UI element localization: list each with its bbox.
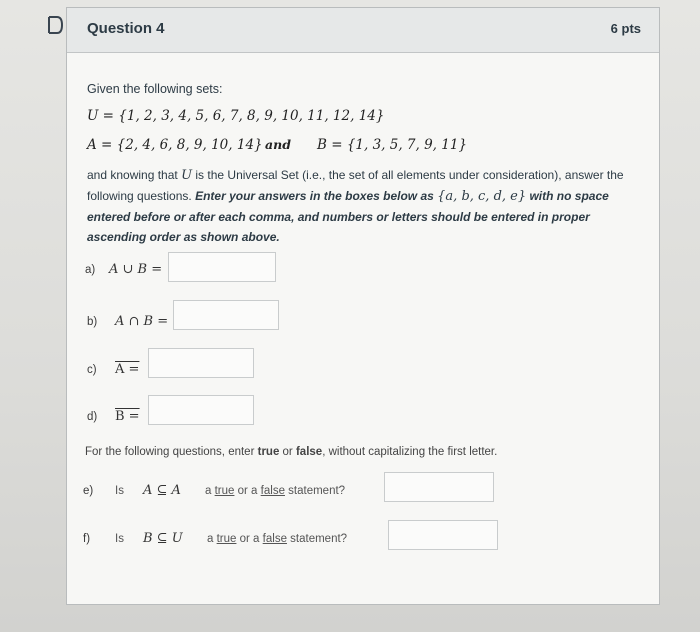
tf-intro-or: or (279, 446, 296, 458)
part-a-answer-input[interactable] (168, 252, 276, 282)
part-b-expr: A ∩ B = (115, 314, 169, 329)
flag-question-icon[interactable] (44, 14, 66, 36)
instr-part2: is the Universal Set (i.e., the set of all elements under consideration), answer the following questions. (87, 168, 624, 203)
instr-symbol-u: U (181, 168, 193, 183)
question-points: 6 pts (610, 21, 641, 36)
part-d-label: d) (87, 411, 98, 423)
part-f-or: or a (239, 533, 260, 545)
part-a-label: a) (85, 264, 96, 276)
instructions-paragraph (87, 165, 647, 247)
part-f-answer-input[interactable] (388, 520, 498, 550)
set-a: A = {2, 4, 6, 8, 9, 10, 14} (87, 137, 263, 153)
part-b-label: b) (87, 316, 98, 328)
part-f-expr: B ⊆ U (143, 531, 183, 546)
question-header (67, 8, 659, 53)
tf-intro-part2: , without capitalizing the first letter. (322, 446, 498, 458)
part-e-or: or a (237, 485, 258, 497)
tf-intro (85, 446, 497, 458)
part-c-expr: A = (115, 362, 140, 377)
tf-intro-false: false (295, 446, 323, 458)
part-f-label: f) (83, 533, 91, 545)
tf-intro-true: true (257, 446, 280, 458)
part-e-label: e) (83, 485, 94, 497)
part-f-a: a (207, 533, 214, 545)
part-e-is: Is (115, 485, 124, 497)
part-b-answer-input[interactable] (173, 300, 279, 330)
instr-part1: and knowing that (87, 168, 182, 182)
intro-text: Given the following sets: (87, 82, 223, 96)
part-e-statement (205, 485, 345, 497)
part-e-expr: A ⊆ A (143, 483, 181, 498)
and-word: and (265, 137, 291, 152)
tf-intro-part1: For the following questions, enter (85, 446, 258, 458)
set-b: B = {1, 3, 5, 7, 9, 11} (317, 137, 468, 153)
instr-bold2: with no space entered before or after each comma, and numbers or letters should be entered in proper ascending order as shown above. (87, 189, 609, 244)
part-f-true: true (216, 533, 237, 545)
part-e-false: false (260, 485, 285, 497)
part-c-label: c) (87, 364, 97, 376)
part-f-statement (207, 533, 347, 545)
part-e-answer-input[interactable] (384, 472, 494, 502)
part-e-true: true (214, 485, 235, 497)
set-u: U = {1, 2, 3, 4, 5, 6, 7, 8, 9, 10, 11, 12, 14} (87, 108, 385, 124)
question-title: Question 4 (87, 20, 165, 37)
instr-format: {a, b, c, d, e} (437, 189, 527, 204)
part-d-expr: B = (115, 409, 140, 424)
part-f-is: Is (115, 533, 124, 545)
part-f-false: false (262, 533, 287, 545)
part-f-statement-word: statement? (290, 533, 348, 545)
part-c-answer-input[interactable] (148, 348, 254, 378)
instr-bold1: Enter your answers in the boxes below as (195, 189, 438, 203)
part-a-expr: A ∪ B = (109, 262, 163, 277)
part-d-answer-input[interactable] (148, 395, 254, 425)
part-e-a: a (205, 485, 212, 497)
part-e-statement-word: statement? (288, 485, 346, 497)
question-card (66, 7, 660, 605)
